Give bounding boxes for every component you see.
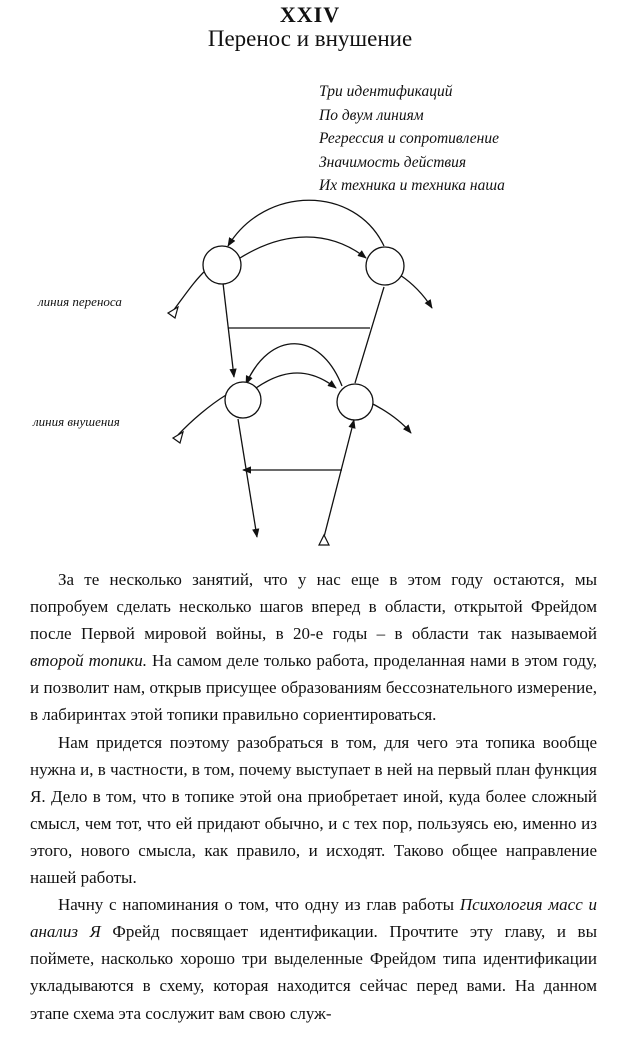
lower-left-arrow xyxy=(238,419,257,537)
suggestion-line-label: линия внушения xyxy=(33,414,120,429)
synopsis-line: По двум линиям xyxy=(319,106,424,124)
upper-left-circle xyxy=(203,246,241,284)
right-vertical xyxy=(355,287,384,383)
suggestion-line-right xyxy=(369,402,411,433)
chapter-title: Перенос и внушение xyxy=(207,26,413,51)
transfer-line-left xyxy=(173,270,206,311)
transfer-start-triangle xyxy=(168,307,178,318)
upper-right-circle xyxy=(366,247,404,285)
synopsis-line: Три идентификаций xyxy=(319,83,453,100)
lower-right-circle xyxy=(337,384,373,420)
left-vertical-arrow xyxy=(223,283,234,377)
lower-start-triangle xyxy=(319,535,329,545)
synopsis-line: Значимость действия xyxy=(319,153,467,171)
synopsis-line: Регрессия и сопротивление xyxy=(319,130,499,147)
chapter-number: XXIV xyxy=(279,2,341,27)
synopsis-line: Их техника и техника наша xyxy=(319,177,505,194)
paragraph: Нам придется поэтому разобраться в том, для чего эта топика вообще нужна и, в частности, в том, почему выступает в ней на первый план функция Я. Дело в том, что в топике этой она приобретает иной, куда более сложный смысл, чем тот, что ей придают обычно, и с тех пор, пользуясь ею, именно из этого, нового смысла, как правило, и исходят. Таково общее направление нашей работы. xyxy=(30,732,597,888)
paragraph: Начну с напоминания о том, что одну из глав работы Психология масс и анализ Я Фрейд посвящает идентификации. Прочтите эту главу, и вы поймете, насколько хорошо три выделенные Фрейдом типа идентификации укладываются в схему, которая находится сейчас перед вами. На данном этапе схема эта сослужит вам свою служ- xyxy=(30,895,597,1023)
lower-forward-arc xyxy=(256,373,336,388)
lower-right-arrow xyxy=(324,420,354,537)
lower-return-arc xyxy=(246,344,342,386)
upper-return-arc xyxy=(228,200,384,246)
body-text xyxy=(30,566,597,1027)
suggestion-start-triangle xyxy=(173,432,183,443)
transfer-line-right xyxy=(400,275,432,308)
paragraph: За те несколько занятий, что у нас еще в этом году остаются, мы попробуем сделать несколько шагов вперед в области, открытой Фрейдом после Первой мировой войны, в 20-е годы – в области так называемой второй топики. На самом деле только работа, проделанная нами в этом году, и позволит нам, открыв присущее образованиям бессознательного измерение, в лабиринтах этой топики правильно сориентироваться. xyxy=(30,570,597,725)
transfer-line-label: линия переноса xyxy=(38,294,122,309)
lower-left-circle xyxy=(225,382,261,418)
suggestion-line-left xyxy=(178,395,226,435)
upper-forward-arc xyxy=(240,237,366,258)
